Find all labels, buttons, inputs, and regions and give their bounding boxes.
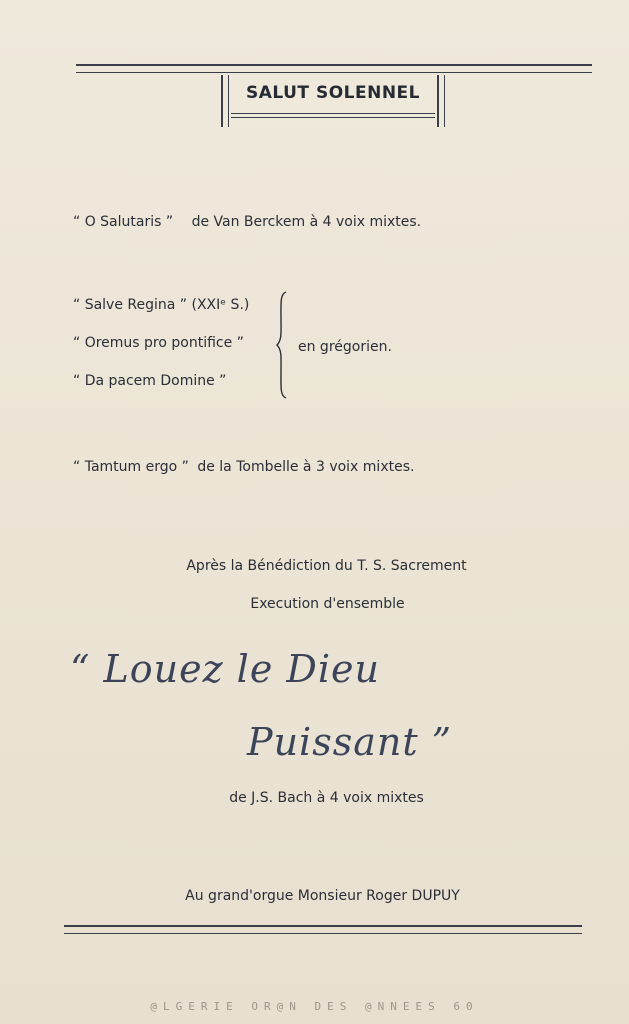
tantum-ergo-detail: de la Tombelle à 3 voix mixtes.	[197, 459, 415, 475]
bottom-double-rule	[64, 925, 582, 934]
organist-line: Au grand'orgue Monsieur Roger DUPUY	[185, 888, 460, 904]
hymn-composer: de J.S. Bach à 4 voix mixtes	[229, 790, 424, 806]
page-title: SALUT SOLENNEL	[246, 83, 420, 103]
curly-brace-icon	[276, 290, 290, 400]
o-salutaris-title: “ O Salutaris ”	[73, 214, 174, 230]
gregorian-note: en grégorien.	[298, 339, 392, 355]
hymn-title-line-2: Puissant ”	[247, 720, 453, 764]
title-box	[221, 75, 445, 127]
execution-line: Execution d'ensemble	[250, 596, 405, 612]
title-underline	[231, 113, 435, 118]
benediction-line: Après la Bénédiction du T. S. Sacrement	[186, 558, 467, 574]
tantum-ergo-line	[73, 459, 414, 475]
oremus-line: “ Oremus pro pontifice ”	[73, 335, 244, 351]
o-salutaris-line	[73, 214, 421, 230]
salve-regina-line: “ Salve Regina ” (XXIᵉ S.)	[73, 297, 250, 313]
top-double-rule	[76, 64, 592, 73]
hymn-title-line-1: “ Louez le Dieu	[70, 647, 380, 691]
tantum-ergo-title: “ Tamtum ergo ”	[73, 459, 189, 475]
o-salutaris-detail: de Van Berckem à 4 voix mixtes.	[191, 214, 422, 230]
da-pacem-line: “ Da pacem Domine ”	[73, 373, 227, 389]
watermark-text: @LGERIE OR@N DES @NNEES 60	[150, 1000, 479, 1013]
